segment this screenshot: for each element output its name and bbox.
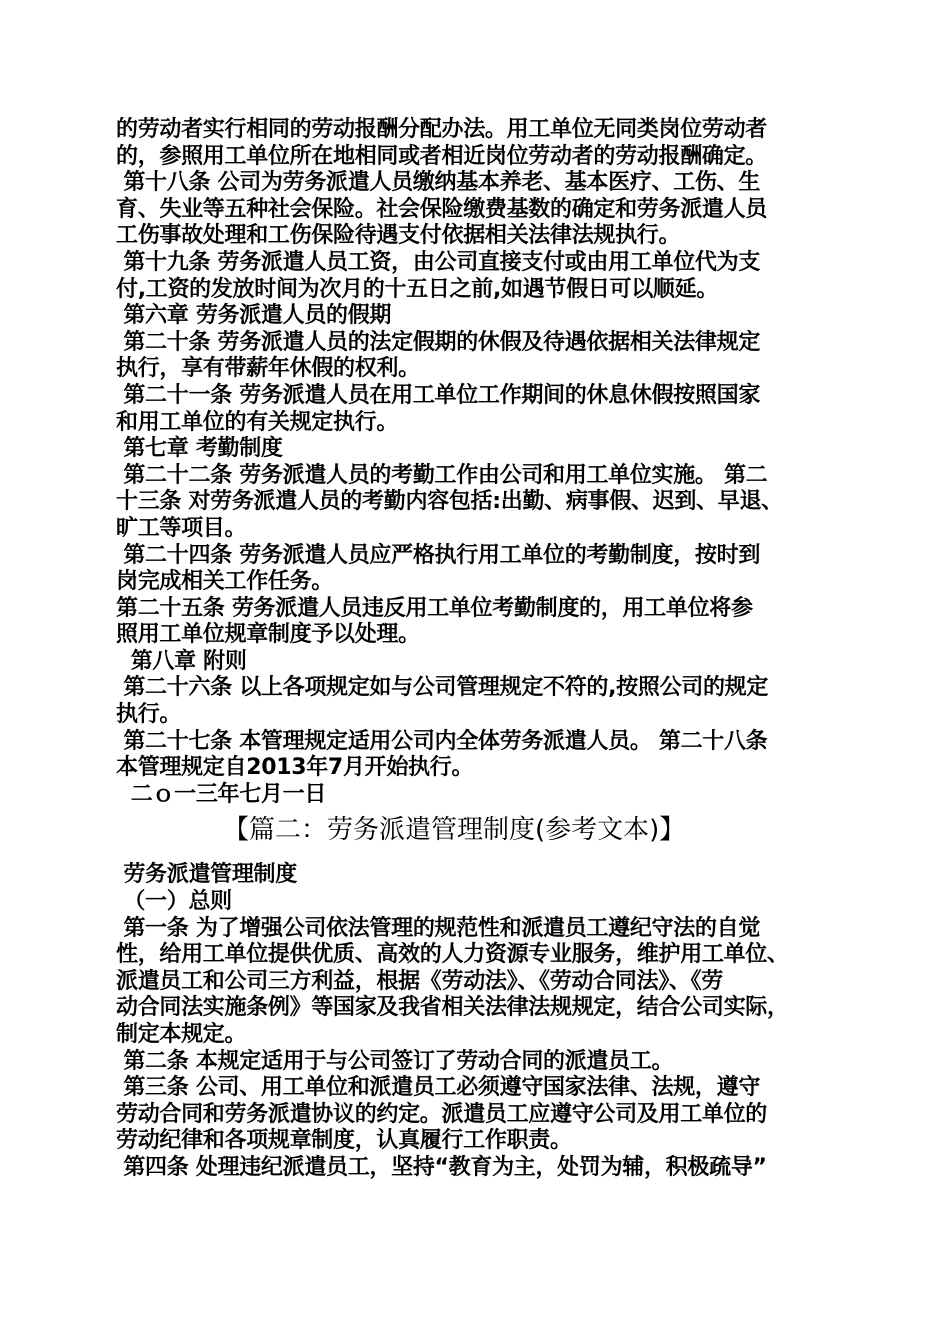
text-line: 本管理规定自2013年7月开始执行。 <box>116 755 474 781</box>
document-date: 二ｏ一三年七月一日 <box>116 781 327 807</box>
text-line: 岗完成相关工作任务。 <box>116 569 334 595</box>
text-line: 的，参照用工单位所在地相同或者相近岗位劳动者的劳动报酬确定。 <box>116 143 768 169</box>
text-line: 的劳动者实行相同的劳动报酬分配办法。用工单位无同类岗位劳动者 <box>116 117 768 142</box>
chapter-heading: （一）总则 <box>116 889 232 915</box>
text-line: 工伤事故处理和工伤保险待遇支付依据相关法律法规执行。 <box>116 223 681 249</box>
chapter-heading: 第七章 考勤制度 <box>116 436 283 462</box>
text-line: 制定本规定。 <box>116 1022 247 1047</box>
text-line: 第二十六条 以上各项规定如与公司管理规定不符的,按照公司的规定 <box>116 675 769 701</box>
text-line: 付,工资的发放时间为次月的十五日之前,如遇节假日可以顺延。 <box>116 276 719 302</box>
text-line: 派遣员工和公司三方利益，根据《劳动法》、《劳动合同法》、《劳 <box>116 968 724 994</box>
text-line: 第二十七条 本管理规定适用公司内全体劳务派遣人员。 第二十八条 <box>116 728 768 754</box>
text-line: 第十九条 劳务派遣人员工资，由公司直接支付或由用工单位代为支 <box>116 249 761 275</box>
text-line: 照用工单位规章制度予以处理。 <box>116 622 420 648</box>
text-line: 第四条 处理违纪派遣员工，坚持“教育为主，处罚为辅，积极疏导” <box>116 1154 767 1180</box>
text-line: 第二十条 劳务派遣人员的法定假期的休假及待遇依据相关法律规定 <box>116 329 761 355</box>
text-line: 劳动纪律和各项规章制度，认真履行工作职责。 <box>116 1128 572 1154</box>
text-line: 第二十五条 劳务派遣人员违反用工单位考勤制度的，用工单位将参 <box>116 595 753 621</box>
text-line: 育、失业等五种社会保险。社会保险缴费基数的确定和劳务派遣人员 <box>116 196 768 222</box>
text-line: 第十八条 公司为劳务派遣人员缴纳基本养老、基本医疗、工伤、生 <box>116 170 761 196</box>
text-line: 第二十一条 劳务派遣人员在用工单位工作期间的休息休假按照国家 <box>116 382 761 408</box>
text-line: 动合同法实施条例》等国家及我省相关法律法规规定，结合公司实际， <box>116 995 789 1021</box>
text-line: 第二十二条 劳务派遣人员的考勤工作由公司和用工单位实施。 第二 <box>116 462 768 488</box>
text-line: 执行。 <box>116 702 182 728</box>
text-line: 第二十四条 劳务派遣人员应严格执行用工单位的考勤制度，按时到 <box>116 542 761 568</box>
chapter-heading: 第六章 劳务派遣人员的假期 <box>116 303 392 329</box>
text-line: 性，给用工单位提供优质、高效的人力资源专业服务，维护用工单位、 <box>116 942 789 968</box>
chapter-heading: 第八章 附则 <box>116 648 247 674</box>
text-line: 十三条 对劳务派遣人员的考勤内容包括:出勤、病事假、迟到、早退、 <box>116 489 783 515</box>
text-line: 劳动合同和劳务派遣协议的约定。派遣员工应遵守公司及用工单位的 <box>116 1101 768 1127</box>
section-heading: 【篇二：劳务派遣管理制度(参考文本)】 <box>223 815 686 846</box>
text-line: 第一条 为了增强公司依法管理的规范性和派遣员工遵纪守法的自觉 <box>116 915 761 941</box>
document-body <box>116 117 838 1182</box>
text-line: 旷工等项目。 <box>116 515 247 541</box>
text-line: 执行，享有带薪年休假的权利。 <box>116 356 420 382</box>
text-line: 第三条 公司、用工单位和派遣员工必须遵守国家法律、法规，遵守 <box>116 1075 761 1101</box>
text-line: 和用工单位的有关规定执行。 <box>116 409 399 435</box>
document-subtitle: 劳务派遣管理制度 <box>116 862 297 888</box>
text-line: 第二条 本规定适用于与公司签订了劳动合同的派遣员工。 <box>116 1048 674 1074</box>
